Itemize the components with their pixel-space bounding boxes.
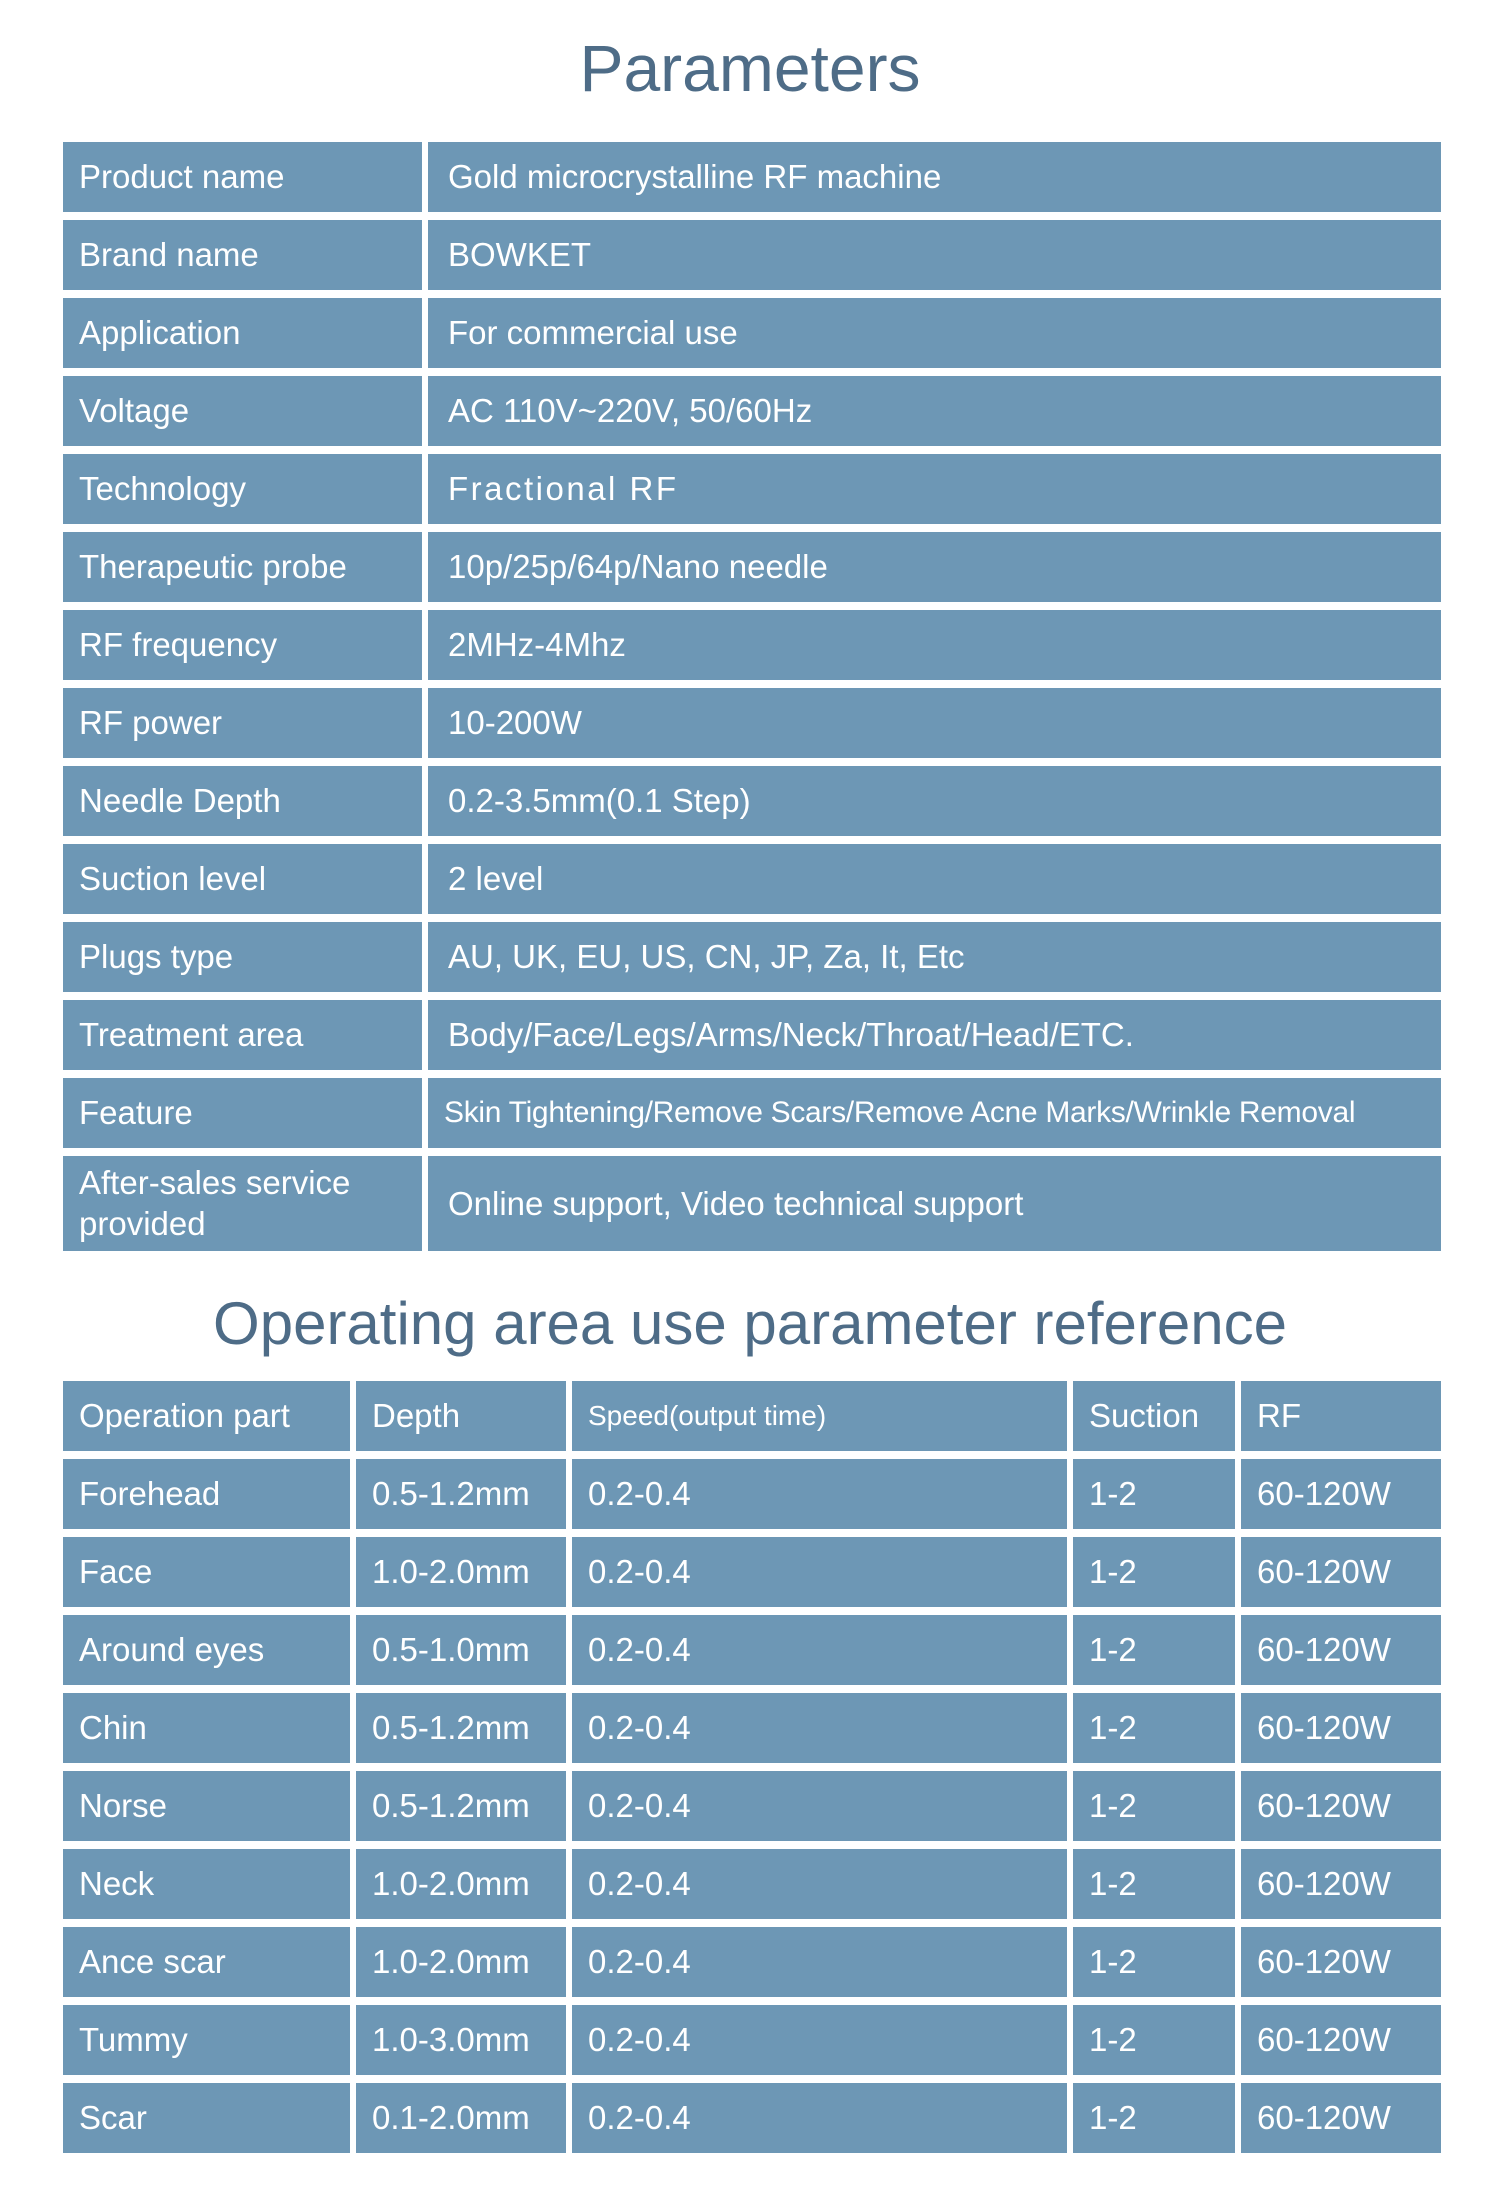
op-cell: 1-2	[1073, 1849, 1235, 1919]
op-cell: Tummy	[63, 2005, 350, 2075]
op-header-cell: Suction	[1073, 1381, 1235, 1451]
op-cell: 1-2	[1073, 1537, 1235, 1607]
spec-row-label: Plugs type	[63, 922, 422, 992]
operating-section-title: Operating area use parameter reference	[213, 1289, 1287, 1357]
spec-row-value: AU, UK, EU, US, CN, JP, Za, It, Etc	[428, 922, 1441, 992]
spec-row-value: 10-200W	[428, 688, 1441, 758]
op-cell: 0.2-0.4	[572, 1849, 1067, 1919]
spec-row-value: AC 110V~220V, 50/60Hz	[428, 376, 1441, 446]
table-row	[63, 298, 1441, 368]
spec-row-label: Application	[63, 298, 422, 368]
table-row	[63, 2083, 1441, 2153]
op-cell: 0.1-2.0mm	[356, 2083, 566, 2153]
table-row	[63, 142, 1441, 212]
operating-table-header-row	[63, 1381, 1441, 1451]
op-cell: Norse	[63, 1771, 350, 1841]
spec-row-value: For commercial use	[428, 298, 1441, 368]
spec-row-label: Product name	[63, 142, 422, 212]
op-cell: 1-2	[1073, 1927, 1235, 1997]
op-cell: Forehead	[63, 1459, 350, 1529]
spec-row-value: 10p/25p/64p/Nano needle	[428, 532, 1441, 602]
op-cell: 0.2-0.4	[572, 1693, 1067, 1763]
table-row	[63, 532, 1441, 602]
spec-row-label: Treatment area	[63, 1000, 422, 1070]
table-row	[63, 220, 1441, 290]
op-header-cell: Operation part	[63, 1381, 350, 1451]
op-cell: 0.2-0.4	[572, 1537, 1067, 1607]
op-cell: Around eyes	[63, 1615, 350, 1685]
op-cell: 1-2	[1073, 1771, 1235, 1841]
table-row	[63, 688, 1441, 758]
table-row	[63, 1000, 1441, 1070]
op-cell: 0.5-1.0mm	[356, 1615, 566, 1685]
op-header-cell: Speed(output time)	[572, 1381, 1067, 1451]
table-row	[63, 1615, 1441, 1685]
spec-row-label: Brand name	[63, 220, 422, 290]
op-cell: 60-120W	[1241, 1537, 1441, 1607]
op-cell: 60-120W	[1241, 1459, 1441, 1529]
spec-table	[63, 142, 1441, 1251]
op-cell: 1-2	[1073, 1693, 1235, 1763]
op-cell: 0.5-1.2mm	[356, 1459, 566, 1529]
op-cell: 60-120W	[1241, 2083, 1441, 2153]
op-cell: 0.2-0.4	[572, 1927, 1067, 1997]
op-cell: 1.0-2.0mm	[356, 1927, 566, 1997]
table-row	[63, 922, 1441, 992]
op-cell: 0.2-0.4	[572, 1615, 1067, 1685]
spec-row-label: RF frequency	[63, 610, 422, 680]
table-row	[63, 610, 1441, 680]
op-header-cell: RF	[1241, 1381, 1441, 1451]
op-cell: 0.2-0.4	[572, 2083, 1067, 2153]
spec-row-value: 0.2-3.5mm(0.1 Step)	[428, 766, 1441, 836]
op-cell: 1-2	[1073, 1459, 1235, 1529]
op-cell: 1.0-2.0mm	[356, 1537, 566, 1607]
spec-row-label: Needle Depth	[63, 766, 422, 836]
page-title: Parameters	[579, 31, 921, 105]
op-cell: 0.2-0.4	[572, 1459, 1067, 1529]
spec-row-value: Fractional RF	[428, 454, 1441, 524]
table-row	[63, 376, 1441, 446]
op-cell: 60-120W	[1241, 1771, 1441, 1841]
op-cell: 1-2	[1073, 2005, 1235, 2075]
op-cell: 0.2-0.4	[572, 1771, 1067, 1841]
spec-row-value: BOWKET	[428, 220, 1441, 290]
op-cell: 0.5-1.2mm	[356, 1771, 566, 1841]
op-cell: 1-2	[1073, 2083, 1235, 2153]
op-cell: 60-120W	[1241, 1927, 1441, 1997]
table-row	[63, 1156, 1441, 1251]
spec-row-value: Skin Tightening/Remove Scars/Remove Acne Marks/Wrinkle Removal	[428, 1078, 1441, 1148]
op-cell: 1.0-2.0mm	[356, 1849, 566, 1919]
spec-row-label: RF power	[63, 688, 422, 758]
spec-row-label: Feature	[63, 1078, 422, 1148]
op-cell: 1.0-3.0mm	[356, 2005, 566, 2075]
table-row	[63, 1693, 1441, 1763]
operating-table	[63, 1381, 1441, 2153]
table-row	[63, 2005, 1441, 2075]
table-row	[63, 1537, 1441, 1607]
table-row	[63, 1459, 1441, 1529]
spec-row-value: Gold microcrystalline RF machine	[428, 142, 1441, 212]
spec-row-value: 2MHz-4Mhz	[428, 610, 1441, 680]
table-row	[63, 454, 1441, 524]
table-row	[63, 766, 1441, 836]
op-cell: 0.2-0.4	[572, 2005, 1067, 2075]
table-row	[63, 1771, 1441, 1841]
spec-row-label: Voltage	[63, 376, 422, 446]
op-cell: Ance scar	[63, 1927, 350, 1997]
table-row	[63, 1927, 1441, 1997]
op-cell: 0.5-1.2mm	[356, 1693, 566, 1763]
spec-row-value: Online support, Video technical support	[428, 1156, 1441, 1251]
op-cell: 60-120W	[1241, 1849, 1441, 1919]
table-row	[63, 1849, 1441, 1919]
op-cell: 60-120W	[1241, 1693, 1441, 1763]
op-cell: Chin	[63, 1693, 350, 1763]
spec-row-label: Suction level	[63, 844, 422, 914]
op-cell: 1-2	[1073, 1615, 1235, 1685]
op-header-cell: Depth	[356, 1381, 566, 1451]
spec-row-value: Body/Face/Legs/Arms/Neck/Throat/Head/ETC.	[428, 1000, 1441, 1070]
table-row	[63, 1078, 1441, 1148]
op-cell: 60-120W	[1241, 2005, 1441, 2075]
op-cell: Face	[63, 1537, 350, 1607]
spec-row-label: After-sales service provided	[63, 1156, 422, 1251]
op-cell: Scar	[63, 2083, 350, 2153]
table-row	[63, 844, 1441, 914]
spec-row-label: Therapeutic probe	[63, 532, 422, 602]
spec-row-value: 2 level	[428, 844, 1441, 914]
spec-row-label: Technology	[63, 454, 422, 524]
op-cell: 60-120W	[1241, 1615, 1441, 1685]
op-cell: Neck	[63, 1849, 350, 1919]
